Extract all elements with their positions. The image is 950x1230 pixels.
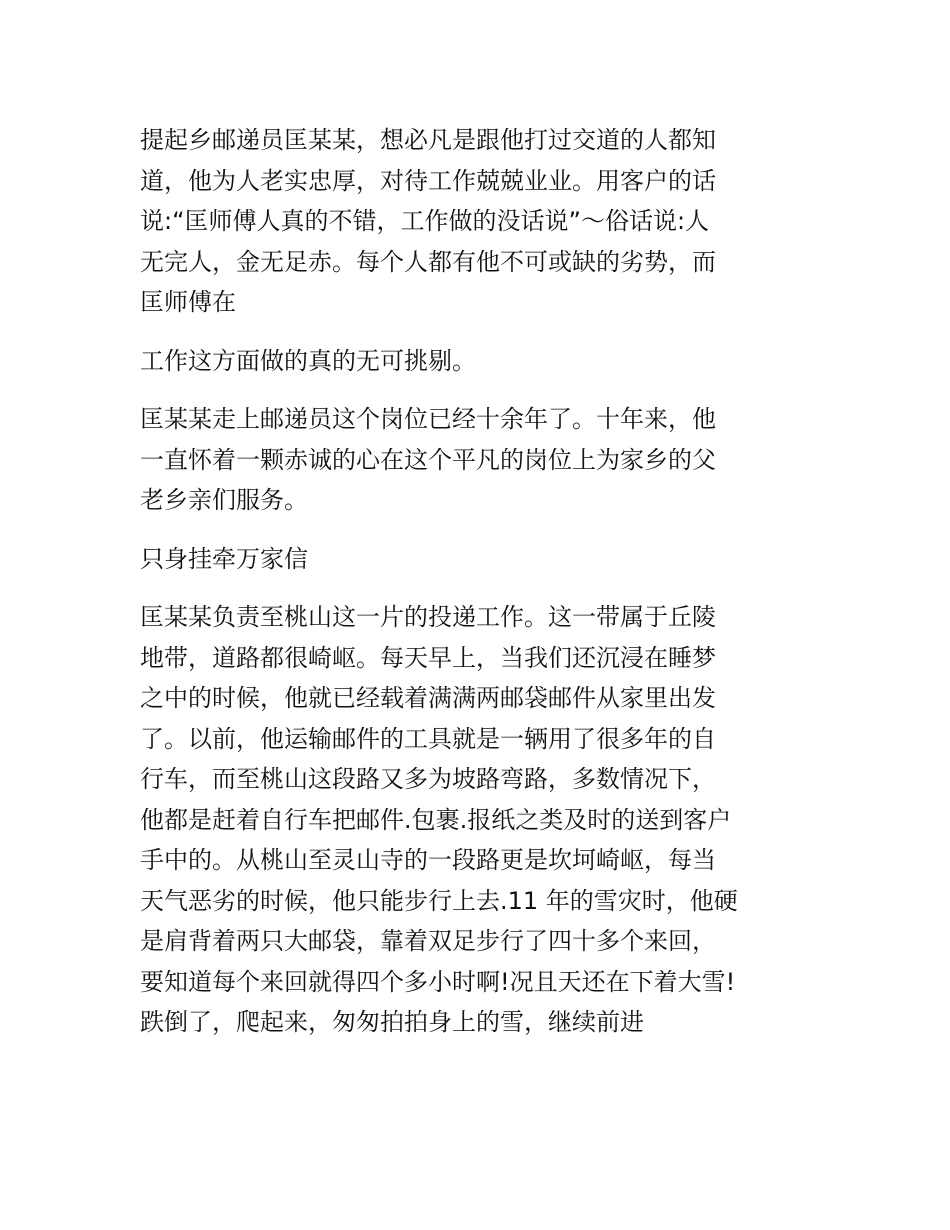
text-line: 匡师傅在 [140, 288, 236, 316]
text-line: 匡某某走上邮递员这个岗位已经十余年了。十年来，他 [140, 405, 716, 433]
text-line: 是肩背着两只大邮袋，靠着双足步行了四十多个来回， [140, 927, 716, 955]
paragraph-work-attitude [140, 341, 820, 382]
paragraph-gap [140, 579, 820, 597]
text-line: 提起乡邮递员匡某某，想必凡是跟他打过交道的人都知 [140, 126, 716, 154]
text-line: 道，他为人老实忠厚，对待工作兢兢业业。用客户的话 [140, 166, 716, 195]
text-line: 手中的。从桃山至灵山寺的一段路更是坎坷崎岖，每当 [140, 846, 716, 874]
text-line: 他都是赶着自行车把邮件.包裹.报纸之类及时的送到客户 [140, 805, 732, 834]
document-body [140, 120, 820, 1043]
text-line: 跌倒了，爬起来，匆匆拍拍身上的雪，继续前进 [140, 1008, 644, 1036]
text-line: 一直怀着一颗赤诚的心在这个平凡的岗位上为家乡的父 [140, 445, 716, 474]
paragraph-delivery [140, 597, 820, 1043]
text-line: 要知道每个来回就得四个多小时啊!况且天还在下着大雪! [140, 967, 736, 996]
text-line: 老乡亲们服务。 [140, 486, 308, 514]
paragraph-intro [140, 120, 820, 323]
text-line: 工作这方面做的真的无可挑剔。 [140, 346, 476, 375]
paragraph-gap [140, 323, 820, 341]
text-line: 了。以前，他运输邮件的工具就是一辆用了很多年的自 [140, 724, 716, 753]
text-line: 说:“匡师傅人真的不错，工作做的没话说”～俗话说:人 [140, 207, 710, 235]
text-line: 无完人，金无足赤。每个人都有他不可或缺的劣势，而 [140, 247, 716, 276]
paragraph-ten-years [140, 399, 820, 521]
text-line: 天气恶劣的时候，他只能步行上去.11 年的雪灾时，他硬 [140, 886, 738, 915]
paragraph-gap [140, 521, 820, 539]
text-line: 地带，道路都很崎岖。每天早上，当我们还沉浸在睡梦 [140, 643, 716, 672]
text-line: 行车，而至桃山这段路又多为坡路弯路，多数情况下， [140, 765, 716, 793]
text-line: 匡某某负责至桃山这一片的投递工作。这一带属于丘陵 [140, 603, 716, 631]
text-line: 之中的时候，他就已经载着满满两邮袋邮件从家里出发 [140, 684, 716, 712]
section-heading-text: 只身挂牵万家信 [140, 544, 308, 573]
section-heading [140, 539, 820, 580]
paragraph-gap [140, 381, 820, 399]
